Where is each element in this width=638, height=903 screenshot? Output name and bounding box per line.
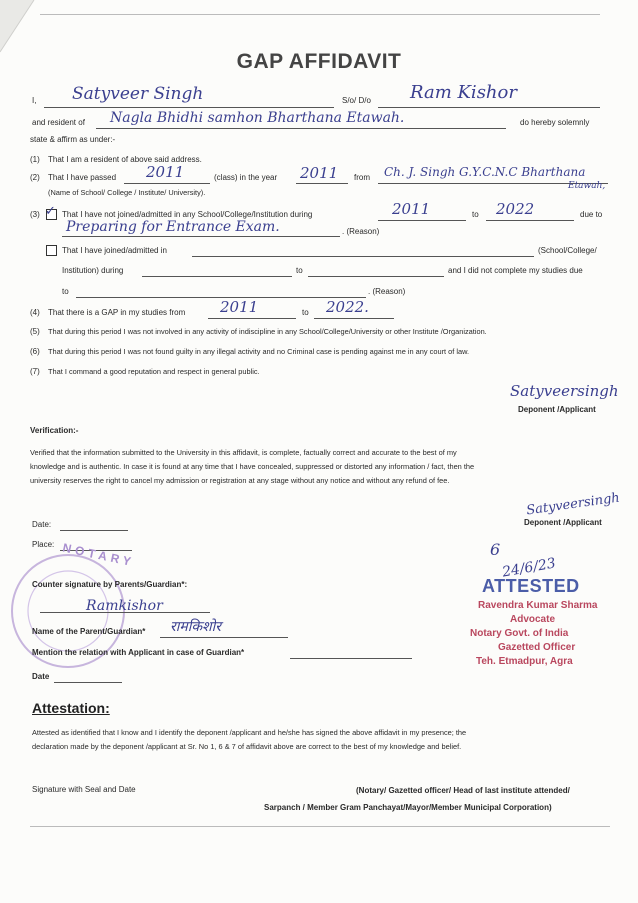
parent-name-line — [160, 637, 288, 638]
item-4-text: That there is a GAP in my studies from — [48, 308, 186, 317]
item-1-num: (1) — [30, 155, 40, 164]
deponent-signature-2: Satyveersingh — [525, 490, 621, 519]
deponent-label-2: Deponent /Applicant — [524, 518, 602, 527]
year-value: 2011 — [300, 164, 339, 182]
item-3a-to: to — [472, 210, 479, 219]
item-3b-reason-label: . (Reason) — [368, 287, 406, 296]
checkbox-joined[interactable] — [46, 245, 57, 256]
reason-line — [62, 236, 340, 237]
notary-line-5: Teh. Etmadpur, Agra — [476, 656, 573, 667]
item-2-sub: (Name of School/ College / Institute/ University). — [48, 188, 206, 197]
item-2-text-a: That I have passed — [48, 173, 117, 182]
item-3-num: (3) — [30, 210, 40, 219]
solemnly-text: do hereby solemnly — [520, 118, 590, 127]
mention-line — [290, 658, 412, 659]
round-stamp-text: NOTARY — [61, 540, 136, 570]
item-2-text-b: (class) in the year — [214, 173, 278, 182]
item-3b-to: to — [296, 266, 303, 275]
to-line — [486, 220, 574, 221]
attested-stamp: ATTESTED — [482, 576, 580, 596]
item-3b-text-d: and I did not complete my studies due — [448, 266, 583, 275]
bottom-border — [30, 826, 610, 827]
father-name: Ram Kishor — [410, 82, 517, 103]
notary-line-3: Notary Govt. of India — [470, 628, 569, 639]
i-label: I, — [32, 96, 37, 105]
item-7-text: That I command a good reputation and respect in general public. — [48, 367, 260, 376]
top-border — [40, 14, 600, 15]
not-joined-from: 2011 — [392, 200, 431, 218]
during-line — [142, 276, 292, 277]
officer-line-2: Sarpanch / Member Gram Panchayat/Mayor/Member Municipal Corporation) — [264, 803, 552, 812]
counter-line — [40, 612, 210, 613]
attestation-line-2: declaration made by the deponent /applicant at Sr. No 1, 6 & 7 of affidavit above are correct to the best of my knowledge and belief. — [32, 742, 462, 751]
not-joined-to: 2022 — [496, 200, 535, 218]
date-label: Date: — [32, 520, 52, 529]
check-icon: ✓ — [45, 203, 56, 218]
class-line — [124, 183, 210, 184]
notary-line-1: Ravendra Kumar Sharma — [478, 600, 598, 611]
officer-line-1: (Notary/ Gazetted officer/ Head of last institute attended/ — [356, 786, 570, 795]
item-3b-to2: to — [62, 287, 69, 296]
item-1-text: That I am a resident of above said address. — [48, 155, 202, 164]
verification-line-2: knowledge and is authentic. In case it is found at any time that I have concealed, suppressed or distorted any information / fact, then the — [30, 462, 475, 471]
date2-label: Date — [32, 672, 50, 681]
gap-to: 2022. — [326, 298, 369, 316]
class-value: 2011 — [146, 163, 185, 181]
attestation-heading: Attestation: — [32, 700, 110, 716]
parent-name-label: Name of the Parent/Guardian* — [32, 627, 146, 636]
place-label: Place: — [32, 540, 55, 549]
parent-name-value: रामकिशोर — [170, 619, 221, 635]
gap-to-line — [314, 318, 394, 319]
item-4-to: to — [302, 308, 309, 317]
relation-label: S/o/ D/o — [342, 96, 371, 105]
school-cont: Etawah, — [568, 181, 606, 191]
item-3a-due: due to — [580, 210, 603, 219]
item-3a-reason-label: . (Reason) — [342, 227, 380, 236]
parent-signature: Ramkishor — [86, 598, 163, 614]
item-3a-text: That I have not joined/admitted in any School/College/Institution during — [62, 210, 313, 219]
from-line — [378, 220, 466, 221]
year-line — [296, 183, 348, 184]
school-value: Ch. J. Singh G.Y.C.N.C Bharthana — [384, 165, 586, 179]
item-5-text: That during this period I was not involved in any activity of indiscipline in any School/College/University or other Institute /Organization. — [48, 327, 487, 336]
address-line — [96, 128, 506, 129]
page-title: GAP AFFIDAVIT — [236, 50, 402, 73]
deponent-name: Satyveer Singh — [72, 84, 204, 104]
verification-line-3: university reserves the right to cancel my admission or registration at any stage without any notice and without any refund of fee. — [30, 476, 450, 485]
counter-signature-label: Counter signature by Parents/Guardian*: — [32, 580, 188, 589]
item-6-num: (6) — [30, 347, 40, 356]
during-to-line — [308, 276, 444, 277]
state-affirm-text: state & affirm as under:- — [30, 135, 116, 144]
deponent-signature-1: Satyveersingh — [510, 382, 619, 400]
item-4-num: (4) — [30, 308, 40, 317]
signature-seal-label: Signature with Seal and Date — [32, 785, 136, 794]
verification-line-1: Verified that the information submitted to the University in this affidavit, is complete, factually correct and accurate to the best of my — [30, 448, 457, 457]
gap-from: 2011 — [220, 298, 259, 316]
item-3b-text-c: Institution) during — [62, 266, 124, 275]
item-7-num: (7) — [30, 367, 40, 376]
item-5-num: (5) — [30, 327, 40, 336]
name-line — [44, 107, 334, 108]
item-2-num: (2) — [30, 173, 40, 182]
deponent-label-1: Deponent /Applicant — [518, 405, 596, 414]
item-3b-text-b: (School/College/ — [538, 246, 597, 255]
item-6-text: That during this period I was not found guilty in any illegal activity and no Criminal case is pending against me in any court of law. — [48, 347, 470, 356]
item-2-text-c: from — [354, 173, 370, 182]
date-line — [60, 530, 128, 531]
notary-hand-date: 24/6/23 — [501, 555, 557, 581]
father-line — [378, 107, 600, 108]
address-value: Nagla Bhidhi samhon Bharthana Etawah. — [110, 110, 405, 126]
gap-from-line — [208, 318, 296, 319]
item-3b-text-a: That I have joined/admitted in — [62, 246, 167, 255]
resident-label: and resident of — [32, 118, 85, 127]
notary-hand-number: 6 — [490, 540, 501, 559]
notary-line-4: Gazetted Officer — [498, 642, 576, 653]
mention-relation-label: Mention the relation with Applicant in case of Guardian* — [32, 648, 245, 657]
notary-line-2: Advocate — [510, 614, 556, 625]
attestation-line-1: Attested as identified that I know and I identify the deponent /applicant and he/she has signed the above affidavit in my presence; the — [32, 728, 467, 737]
verification-heading: Verification:- — [30, 426, 79, 435]
reason-value: Preparing for Entrance Exam. — [66, 219, 280, 235]
joined-line — [192, 256, 534, 257]
date2-line — [54, 682, 122, 683]
